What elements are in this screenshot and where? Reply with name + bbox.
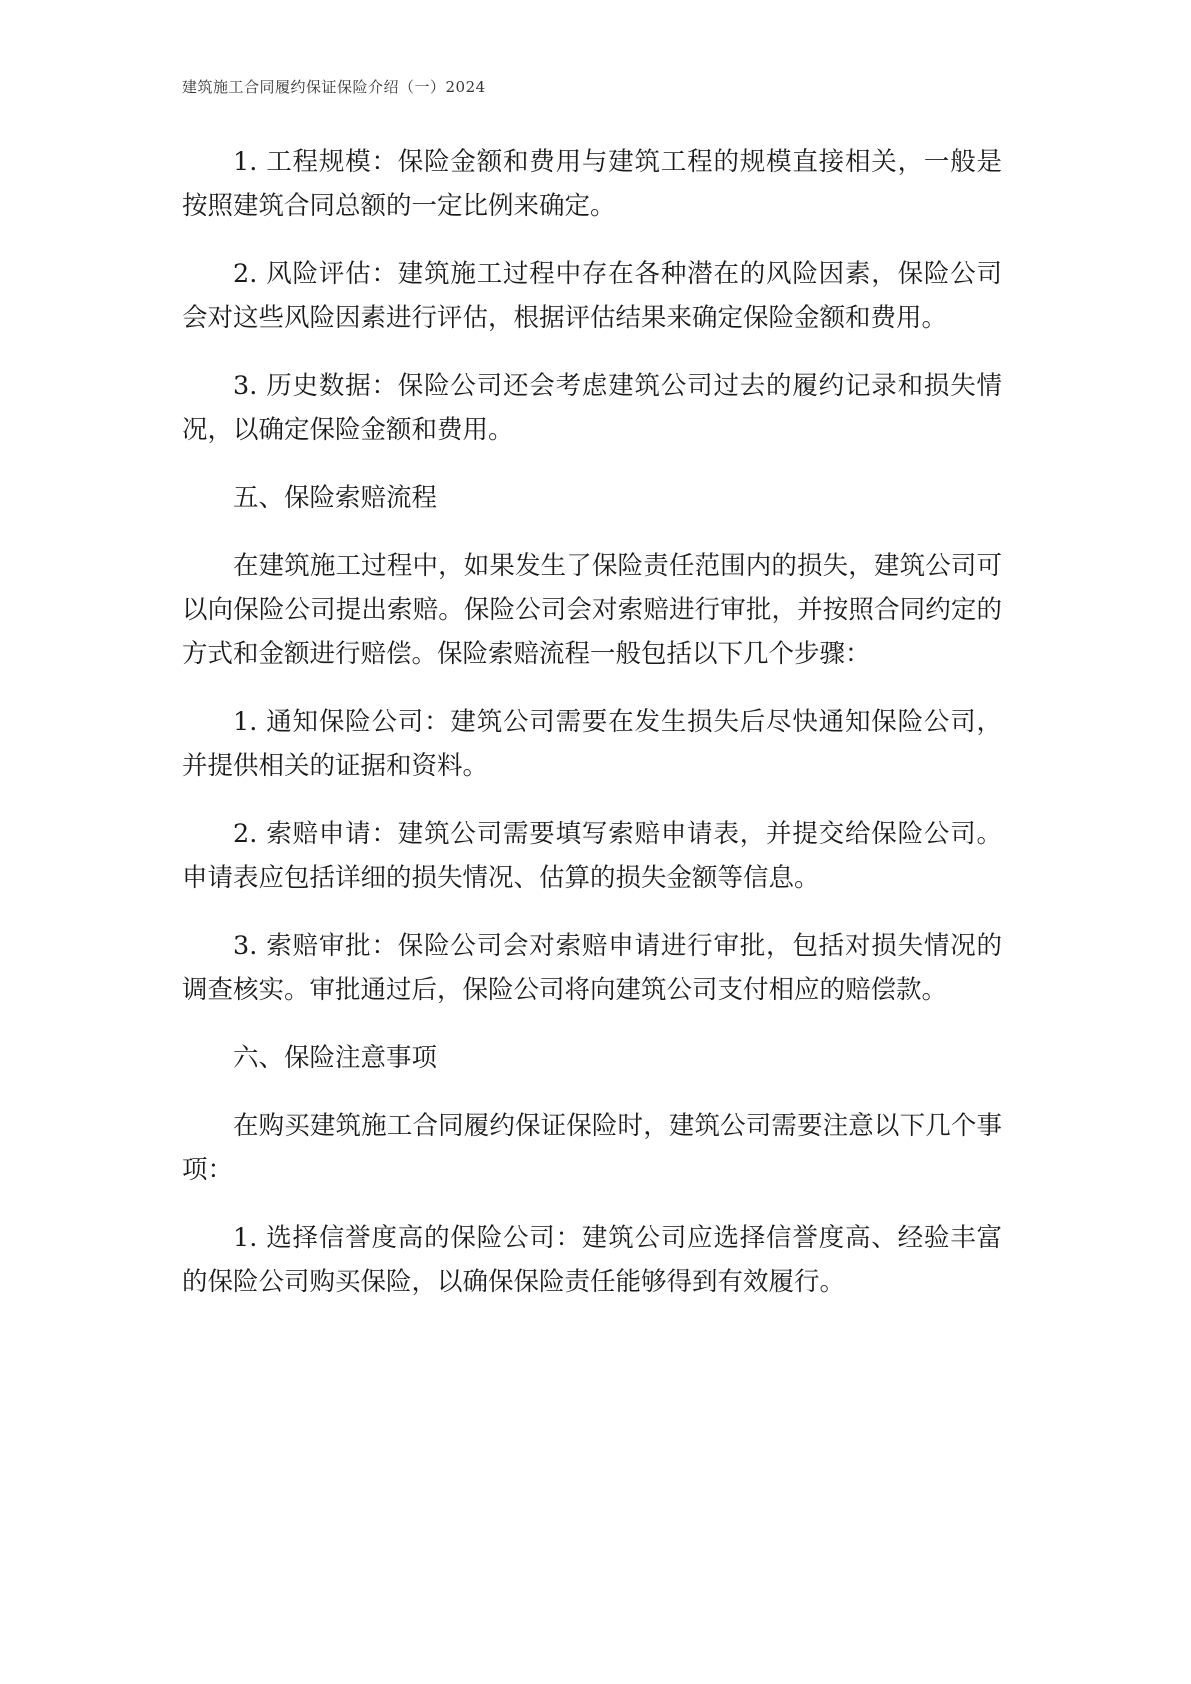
paragraph-project-scale: 1. 工程规模：保险金额和费用与建筑工程的规模直接相关，一般是按照建筑合同总额的一定比例来确定。: [182, 147, 1002, 221]
paragraph-notify-insurer: 1. 通知保险公司：建筑公司需要在发生损失后尽快通知保险公司，并提供相关的证据和资料。: [182, 707, 1002, 781]
paragraph-risk-assessment: 2. 风险评估：建筑施工过程中存在各种潜在的风险因素，保险公司会对这些风险因素进行评估，根据评估结果来确定保险金额和费用。: [182, 259, 1002, 333]
paragraph-precautions-intro: 在购买建筑施工合同履约保证保险时，建筑公司需要注意以下几个事项：: [182, 1111, 1002, 1185]
paragraph-claims-intro: 在建筑施工过程中，如果发生了保险责任范围内的损失，建筑公司可以向保险公司提出索赔。保险公司会对索赔进行审批，并按照合同约定的方式和金额进行赔偿。保险索赔流程一般包括以下几个步骤：: [182, 551, 1002, 669]
paragraph-choose-insurer: 1. 选择信誉度高的保险公司：建筑公司应选择信誉度高、经验丰富的保险公司购买保险，以确保保险责任能够得到有效履行。: [182, 1223, 1002, 1297]
paragraph-history-data: 3. 历史数据：保险公司还会考虑建筑公司过去的履约记录和损失情况，以确定保险金额和费用。: [182, 371, 1002, 445]
paragraph-claim-application: 2. 索赔申请：建筑公司需要填写索赔申请表，并提交给保险公司。申请表应包括详细的损失情况、估算的损失金额等信息。: [182, 819, 1002, 893]
document-body: [182, 140, 1002, 1328]
section-heading-claims-process: 五、保险索赔流程: [233, 483, 438, 513]
section-heading-precautions: 六、保险注意事项: [233, 1043, 438, 1073]
page-header: 建筑施工合同履约保证保险介绍（一）2024: [182, 78, 486, 96]
paragraph-claim-approval: 3. 索赔审批：保险公司会对索赔申请进行审批，包括对损失情况的调查核实。审批通过后，保险公司将向建筑公司支付相应的赔偿款。: [182, 931, 1002, 1005]
